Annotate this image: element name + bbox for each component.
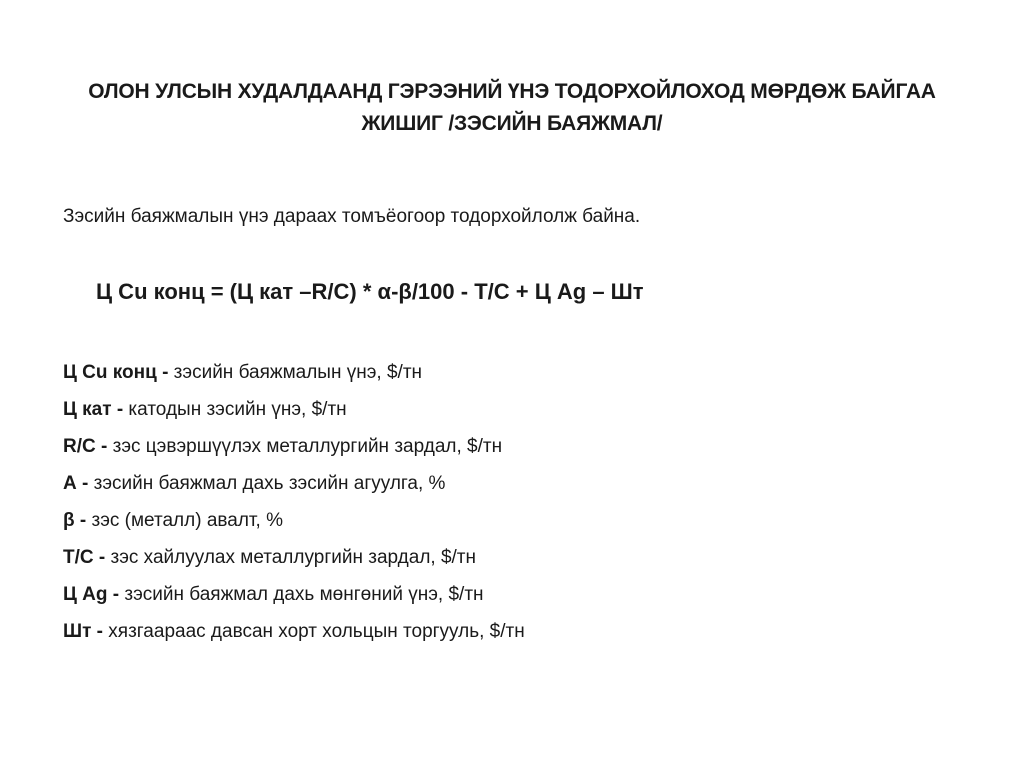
definition-item xyxy=(63,613,525,650)
definition-term: T/C - xyxy=(63,547,106,568)
definition-term: R/C - xyxy=(63,436,108,457)
definition-desc: зэсийн баяжмал дахь зэсийн агуулга, % xyxy=(88,473,446,494)
definition-desc: зэс (металл) авалт, % xyxy=(86,510,283,531)
definition-term: Шт - xyxy=(63,621,104,642)
definition-item xyxy=(63,502,525,539)
definitions-list xyxy=(63,354,525,650)
formula: Ц Cu конц = (Ц кат –R/C) * α-β/100 - T/C + Ц Ag – Шт xyxy=(96,279,644,304)
definition-desc: зэс цэвэршүүлэх металлургийн зардал, $/тн xyxy=(107,436,503,457)
definition-term: Ц Ag - xyxy=(63,584,120,605)
definition-desc: хязгаараас давсан хорт хольцын торгууль, $/тн xyxy=(103,621,525,642)
definition-desc: катодын зэсийн үнэ, $/тн xyxy=(123,399,347,420)
slide-title xyxy=(40,76,984,140)
definition-item xyxy=(63,354,525,391)
definition-term: β - xyxy=(63,510,87,531)
definition-term: Ц кат - xyxy=(63,399,124,420)
definition-item xyxy=(63,576,525,613)
definition-item xyxy=(63,465,525,502)
definition-term: А - xyxy=(63,473,89,494)
definition-desc: зэс хайлуулах металлургийн зардал, $/тн xyxy=(105,547,477,568)
definition-item xyxy=(63,539,525,576)
slide-title-line-2: ЖИШИГ /ЗЭСИЙН БАЯЖМАЛ/ xyxy=(361,112,663,136)
definition-term: Ц Cu конц - xyxy=(63,362,169,383)
definition-item xyxy=(63,391,525,428)
definition-item xyxy=(63,428,525,465)
definition-desc: зэсийн баяжмал дахь мөнгөний үнэ, $/тн xyxy=(119,584,484,605)
intro-text: Зэсийн баяжмалын үнэ дараах томъёогоор тодорхойлолж байна. xyxy=(63,206,641,227)
definition-desc: зэсийн баяжмалын үнэ, $/тн xyxy=(168,362,423,383)
slide-title-line-1: ОЛОН УЛСЫН ХУДАЛДААНД ГЭРЭЭНИЙ ҮНЭ ТОДОРХОЙЛОХОД МӨРДӨЖ БАЙГАА xyxy=(88,80,936,104)
